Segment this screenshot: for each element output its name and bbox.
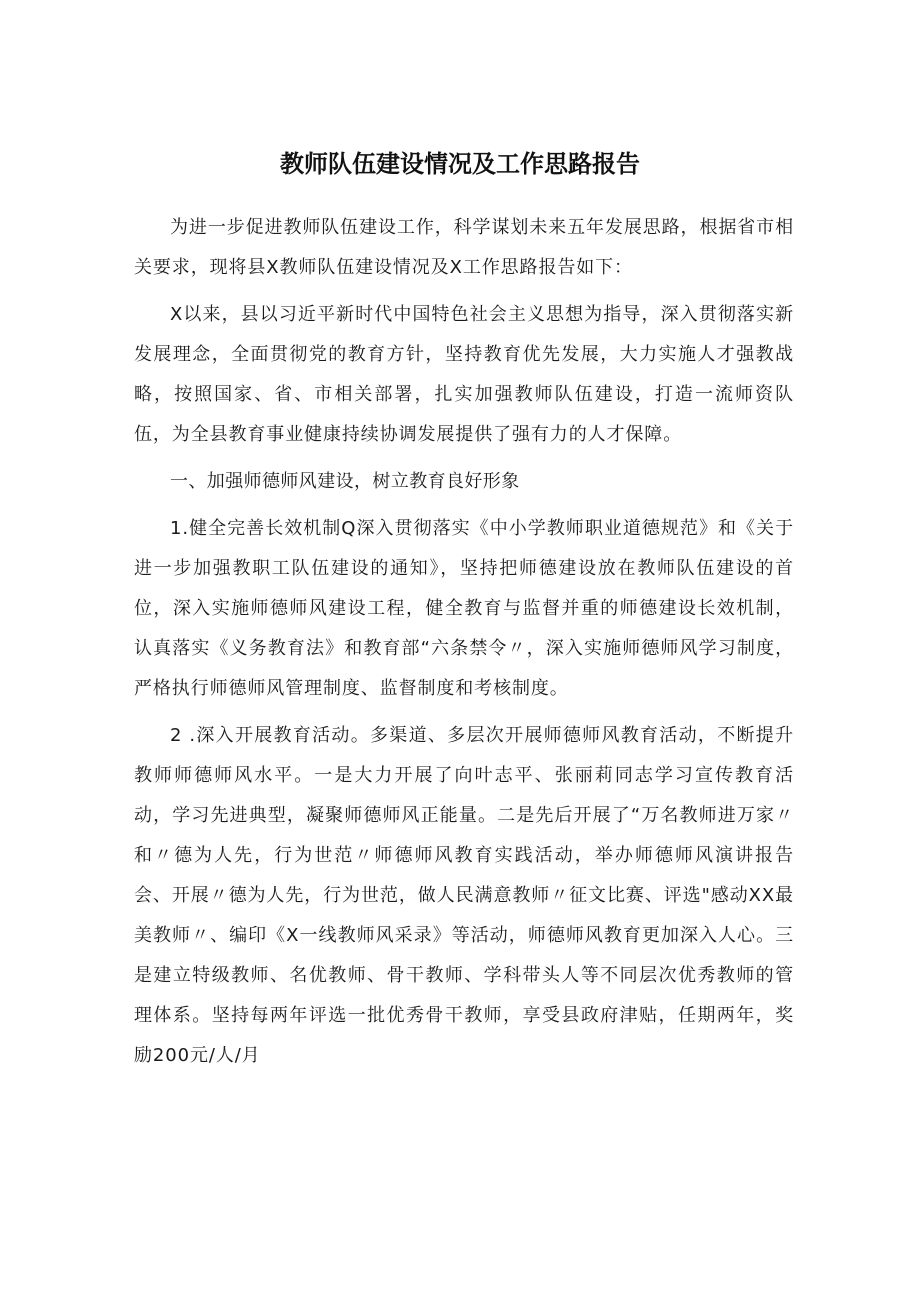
paragraph-item-1: 1.健全完善长效机制Q深入贯彻落实《中小学教师职业道德规范》和《关于进一步加强教职工队伍建设的通知》，坚持把师德建设放在教师队伍建设的首位，深入实施师德师风建设工程，健全教育与监督并重的师德建设长效机制，认真落实《义务教育法》和教育部“六条禁令〃，深入实施师德师风学习制度，严格执行师德师风管理制度、监督制度和考核制度。 [134, 518, 794, 699]
document-body [134, 208, 794, 1076]
section-heading-1: 一、加强师德师风建设，树立教育良好形象 [170, 471, 520, 492]
document-title: 教师队伍建设情况及工作思路报告 [280, 150, 640, 178]
paragraph-item-2: 2 .深入开展教育活动。多渠道、多层次开展师德师风教育活动，不断提升教师师德师风水平。一是大力开展了向叶志平、张丽莉同志学习宣传教育活动，学习先进典型，凝聚师德师风正能量。二是先后开展了“万名教师进万家〃和〃德为人先，行为世范〃师德师风教育实践活动，举办师德师风演讲报告会、开展〃德为人先，行为世范，做人民满意教师〃征文比赛、评选"感动XX最美教师〃、编印《X一线教师风采录》等活动，师德师风教育更加深入人心。三是建立特级教师、名优教师、骨干教师、学科带头人等不同层次优秀教师的管理体系。坚持每两年评选一批优秀骨干教师，享受县政府津贴，任期两年，奖励200元/人/月 [134, 725, 794, 1066]
paragraph-overview: X以来，县以习近平新时代中国特色社会主义思想为指导，深入贯彻落实新发展理念，全面贯彻党的教育方针，坚持教育优先发展，大力实施人才强教战略，按照国家、省、市相关部署，扎实加强教师队伍建设，打造一流师资队伍，为全县教育事业健康持续协调发展提供了强有力的人才保障。 [134, 304, 794, 445]
paragraph-intro: 为进一步促进教师队伍建设工作，科学谋划未来五年发展思路，根据省市相关要求，现将县X教师队伍建设情况及X工作思路报告如下： [134, 217, 794, 278]
